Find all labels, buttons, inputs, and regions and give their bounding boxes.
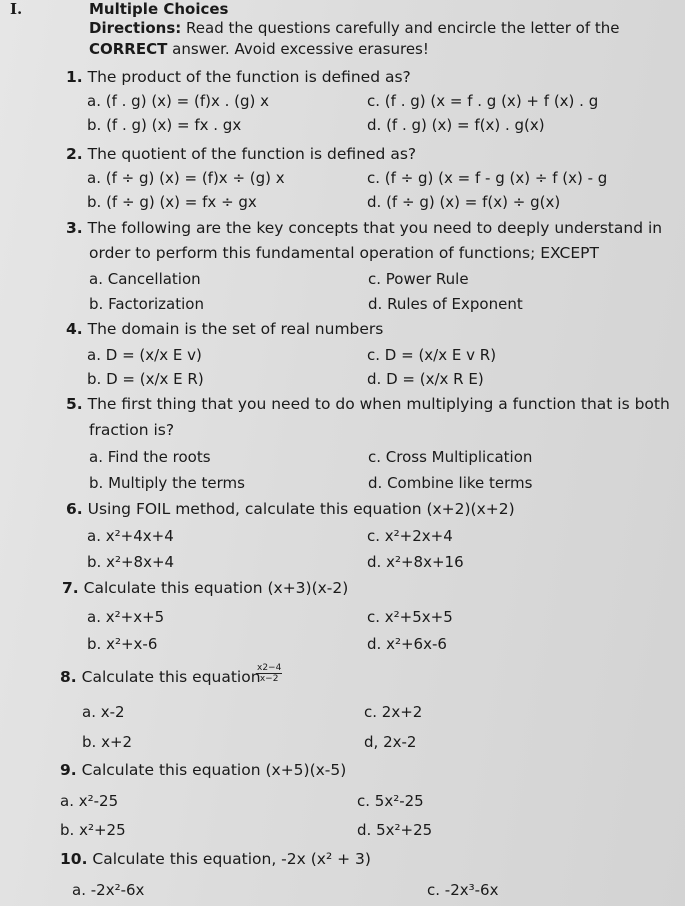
choice-3b[interactable]: b. Factorization [89, 295, 204, 313]
directions-bold-word: CORRECT [89, 40, 168, 58]
choice-7b[interactable]: b. x²+x-6 [87, 635, 158, 653]
question-3: 3. The following are the key concepts that you need to deeply understand in [66, 219, 663, 237]
choice-9d[interactable]: d. 5x²+25 [357, 821, 433, 839]
choice-9a[interactable]: a. x²-25 [60, 792, 119, 810]
choice-2d[interactable]: d. (f ÷ g) (x) = f(x) ÷ g(x) [367, 193, 561, 211]
question-2: 2. The quotient of the function is defined as? [66, 145, 417, 163]
question-5: 5. The first thing that you need to do when multiplying a function that is both [66, 395, 670, 413]
question-8-fraction [256, 663, 282, 684]
choice-2a[interactable]: a. (f ÷ g) (x) = (f)x ÷ (g) x [87, 169, 285, 187]
question-1 [66, 68, 411, 86]
choice-7d[interactable]: d. x²+6x-6 [367, 635, 447, 653]
question-9: 9. Calculate this equation (x+5)(x-5) [60, 761, 347, 779]
question-number: 1. [66, 68, 83, 86]
choice-6c[interactable]: c. x²+2x+4 [367, 527, 453, 545]
choice-8b[interactable]: b. x+2 [82, 733, 133, 751]
choice-4a[interactable]: a. D = (x/x E v) [87, 346, 202, 364]
question-10: 10. Calculate this equation, -2x (x² + 3) [60, 850, 371, 868]
choice-1d[interactable]: d. (f . g) (x) = f(x) . g(x) [367, 116, 545, 134]
question-3-line-2: order to perform this fundamental operation of functions; EXCEPT [89, 244, 599, 262]
question-7: 7. Calculate this equation (x+3)(x-2) [62, 579, 349, 597]
choice-9b[interactable]: b. x²+25 [60, 821, 126, 839]
choice-4b[interactable]: b. D = (x/x E R) [87, 370, 204, 388]
question-6: 6. Using FOIL method, calculate this equation (x+2)(x+2) [66, 500, 515, 518]
directions-line-1 [89, 19, 620, 37]
choice-7a[interactable]: a. x²+x+5 [87, 608, 165, 626]
choice-1a[interactable]: a. (f . g) (x) = (f)x . (g) x [87, 92, 270, 110]
question-4: 4. The domain is the set of real numbers [66, 320, 384, 338]
choice-2b[interactable]: b. (f ÷ g) (x) = fx ÷ gx [87, 193, 257, 211]
choice-5a[interactable]: a. Find the roots [89, 448, 211, 466]
section-title: Multiple Choices [89, 0, 229, 18]
choice-10c[interactable]: c. -2x³-6x [427, 881, 499, 899]
choice-3c[interactable]: c. Power Rule [368, 270, 469, 288]
directions-text-1: Read the questions carefully and encircle the letter of the [181, 19, 620, 37]
choice-1c[interactable]: c. (f . g) (x = f . g (x) + f (x) . g [367, 92, 599, 110]
fraction-denominator: x−2 [259, 674, 279, 684]
choice-8d[interactable]: d, 2x-2 [364, 733, 417, 751]
choice-6b[interactable]: b. x²+8x+4 [87, 553, 175, 571]
choice-2c[interactable]: c. (f ÷ g) (x = f - g (x) ÷ f (x) - g [367, 169, 608, 187]
choice-4c[interactable]: c. D = (x/x E v R) [367, 346, 497, 364]
choice-5b[interactable]: b. Multiply the terms [89, 474, 245, 492]
fraction-numerator: x2−4 [257, 663, 282, 673]
choice-4d[interactable]: d. D = (x/x R E) [367, 370, 484, 388]
section-number: I. [10, 0, 23, 18]
choice-3a[interactable]: a. Cancellation [89, 270, 201, 288]
question-8: 8. Calculate this equation [60, 668, 261, 686]
choice-1b[interactable]: b. (f . g) (x) = fx . gx [87, 116, 242, 134]
directions-text-2: answer. Avoid excessive erasures! [167, 40, 429, 58]
choice-5d[interactable]: d. Combine like terms [368, 474, 533, 492]
choice-10a[interactable]: a. -2x²-6x [72, 881, 145, 899]
choice-5c[interactable]: c. Cross Multiplication [368, 448, 533, 466]
choice-6d[interactable]: d. x²+8x+16 [367, 553, 464, 571]
directions-line-2 [89, 40, 429, 58]
choice-8c[interactable]: c. 2x+2 [364, 703, 423, 721]
directions-label: Directions: [89, 19, 182, 37]
choice-9c[interactable]: c. 5x²-25 [357, 792, 424, 810]
choice-7c[interactable]: c. x²+5x+5 [367, 608, 453, 626]
choice-3d[interactable]: d. Rules of Exponent [368, 295, 523, 313]
question-stem: The product of the function is defined as? [87, 68, 411, 86]
question-5-line-2: fraction is? [89, 421, 175, 439]
choice-8a[interactable]: a. x-2 [82, 703, 125, 721]
choice-6a[interactable]: a. x²+4x+4 [87, 527, 174, 545]
